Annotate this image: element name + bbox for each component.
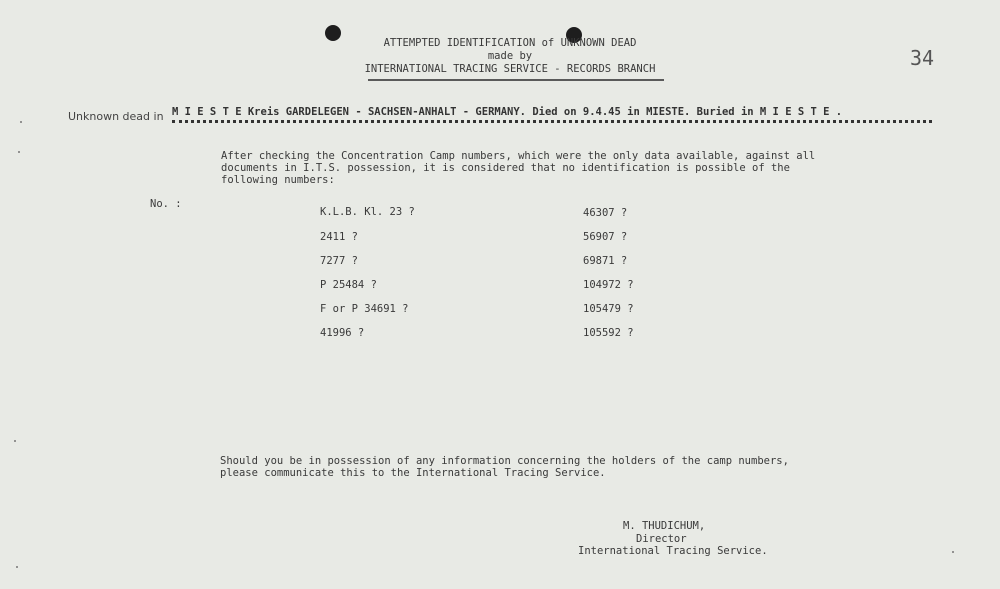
camp-number: 104972 ? bbox=[583, 279, 634, 291]
punch-hole-left bbox=[325, 25, 341, 41]
paper-speck bbox=[14, 440, 16, 442]
camp-number: 105592 ? bbox=[583, 327, 634, 339]
header-organization: INTERNATIONAL TRACING SERVICE - RECORDS BRANCH bbox=[364, 63, 656, 75]
paper-speck bbox=[16, 566, 18, 568]
numbers-label: No. : bbox=[150, 198, 182, 210]
camp-number: 7277 ? bbox=[320, 255, 358, 267]
closing-line-1: Should you be in possession of any information concerning the holders of the camp numbers, bbox=[220, 455, 789, 467]
intro-line-1: After checking the Concentration Camp numbers, which were the only data available, against all bbox=[221, 150, 816, 162]
camp-number: 41996 ? bbox=[320, 327, 365, 339]
closing-line-2: please communicate this to the International Tracing Service. bbox=[220, 467, 606, 479]
camp-number: 46307 ? bbox=[583, 207, 628, 219]
paper-speck bbox=[952, 551, 954, 553]
camp-number: 105479 ? bbox=[583, 303, 634, 315]
page-number: 34 bbox=[910, 46, 935, 70]
camp-number: P 25484 ? bbox=[320, 279, 377, 291]
signature-title: Director bbox=[636, 533, 687, 545]
subject-dotted-underline bbox=[172, 120, 932, 123]
intro-line-3: following numbers: bbox=[221, 174, 335, 186]
camp-number: 56907 ? bbox=[583, 231, 628, 243]
subject-prefix: Unknown dead in bbox=[68, 110, 164, 123]
intro-line-2: documents in I.T.S. possession, it is considered that no identification is possible of the bbox=[221, 162, 790, 174]
camp-number: K.L.B. Kl. 23 ? bbox=[320, 206, 415, 218]
subject-details: M I E S T E Kreis GARDELEGEN - SACHSEN-ANHALT - GERMANY. Died on 9.4.45 in MIESTE. Buried in M I E S T E . bbox=[172, 106, 843, 118]
header-underline bbox=[368, 79, 664, 81]
paper-speck bbox=[20, 121, 22, 123]
camp-number: F or P 34691 ? bbox=[320, 303, 409, 315]
header-title: ATTEMPTED IDENTIFICATION of UNKNOWN DEAD bbox=[383, 37, 637, 49]
header-made-by: made by bbox=[487, 50, 533, 62]
signature-organization: International Tracing Service. bbox=[578, 545, 768, 557]
paper-speck bbox=[18, 151, 20, 153]
signature-name: M. THUDICHUM, bbox=[623, 520, 706, 532]
camp-number: 69871 ? bbox=[583, 255, 628, 267]
camp-number: 2411 ? bbox=[320, 231, 358, 243]
